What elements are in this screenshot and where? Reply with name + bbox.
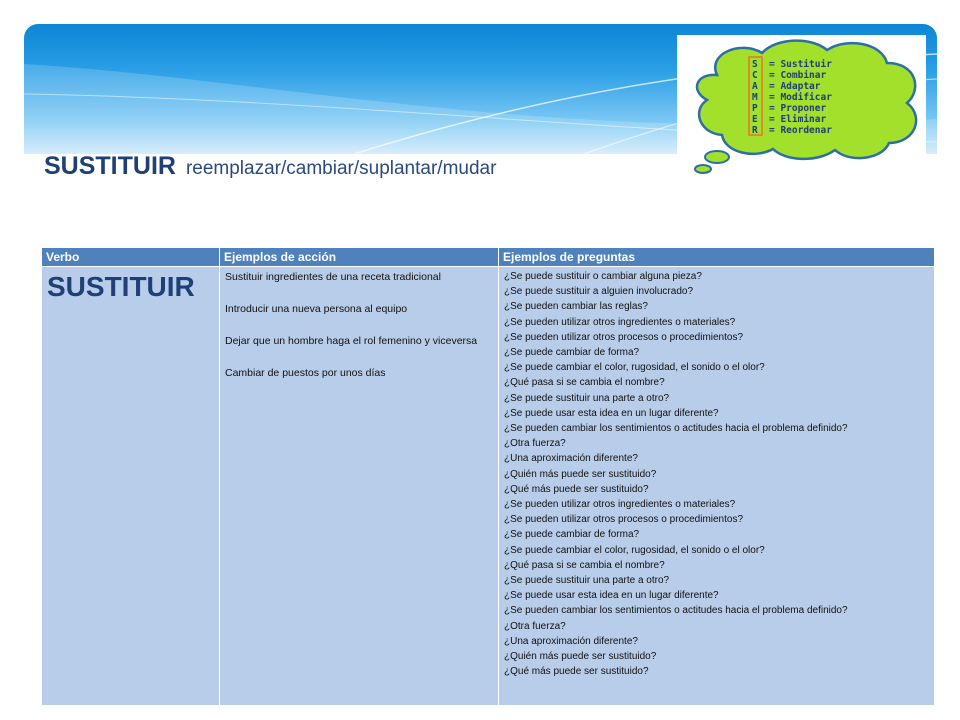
question-item: ¿Se pueden utilizar otros ingredientes o materiales? [504,316,736,328]
header-ejemplos-preguntas: Ejemplos de preguntas [499,248,935,267]
question-item: ¿Se puede usar esta idea en un lugar diferente? [504,590,719,602]
title-subtitle: reemplazar/cambiar/suplantar/mudar [185,158,497,179]
question-item: ¿Se pueden cambiar los sentimientos o actitudes hacia el problema definido? [504,605,848,617]
svg-text:= Eliminar: = Eliminar [769,114,827,125]
table-row [42,267,935,706]
action-item: Introducir una nueva persona al equipo [225,303,408,315]
question-item: ¿Se pueden cambiar las reglas? [504,301,648,313]
questions-cell [499,267,935,706]
question-item: ¿Se puede cambiar el color, rugosidad, el sonido o el olor? [504,544,765,556]
svg-text:= Proponer: = Proponer [769,103,827,114]
acronym-letter: A [752,81,758,92]
cloud-bubble-large [705,151,729,163]
logo-word: Combinar [780,70,827,81]
action-item: Dejar que un hombre haga el rol femenino y viceversa [225,335,478,347]
scamper-logo [677,35,926,175]
logo-word: Proponer [780,103,827,114]
svg-text:= Modificar: = Modificar [769,92,832,103]
header-ejemplos-accion: Ejemplos de acción [220,248,499,267]
verb-text: SUSTITUIR [47,271,195,302]
verb-cell [42,267,220,706]
page-title [44,152,496,181]
logo-word: Sustituir [780,59,832,70]
acronym-letter: M [752,92,758,103]
question-item: ¿Se puede sustituir a alguien involucrado? [504,286,694,298]
logo-word: Modificar [780,92,832,103]
acronym-letter: C [752,70,758,81]
question-item: ¿Se puede cambiar de forma? [504,529,640,541]
logo-word: Reordenar [780,125,832,136]
question-item: ¿Quién más puede ser sustituido? [504,468,657,480]
svg-text:= Reordenar: = Reordenar [769,125,832,136]
title-main: SUSTITUIR [44,152,176,180]
question-item: ¿Se puede usar esta idea en un lugar diferente? [504,407,719,419]
question-item: ¿Otra fuerza? [504,438,566,450]
cloud-bubble-small [695,165,711,173]
question-item: ¿Se puede sustituir una parte a otro? [504,575,670,587]
acronym-letter: E [752,114,758,125]
acronym-letter: R [752,125,758,136]
question-item: ¿Se pueden cambiar los sentimientos o actitudes hacia el problema definido? [504,423,848,435]
logo-word: Eliminar [780,114,827,125]
logo-word: Adaptar [780,81,821,92]
table-header-row [42,248,935,267]
svg-text:= Sustituir: = Sustituir [769,59,832,70]
question-item: ¿Qué pasa si se cambia el nombre? [504,559,665,571]
question-item: ¿Qué más puede ser sustituido? [504,666,649,678]
action-item: Sustituir ingredientes de una receta tradicional [225,271,441,283]
question-item: ¿Se puede sustituir una parte a otro? [504,392,670,404]
question-item: ¿Se puede sustituir o cambiar alguna pieza? [504,271,702,282]
question-item: ¿Se puede cambiar de forma? [504,347,640,359]
question-item: ¿Otra fuerza? [504,620,566,632]
scamper-table [41,247,935,706]
action-item: Cambiar de puestos por unos días [225,367,386,379]
question-item: ¿Se pueden utilizar otros procesos o procedimientos? [504,514,744,526]
question-item: ¿Se puede cambiar el color, rugosidad, el sonido o el olor? [504,362,765,374]
acronym-letter: P [752,103,758,114]
acronym-letter: S [752,59,758,70]
header-verbo: Verbo [42,248,220,267]
question-item: ¿Se pueden utilizar otros ingredientes o materiales? [504,499,736,511]
question-item: ¿Qué más puede ser sustituido? [504,483,649,495]
svg-text:= Combinar: = Combinar [769,70,827,81]
actions-cell [220,267,499,706]
question-item: ¿Quién más puede ser sustituido? [504,651,657,663]
question-item: ¿Qué pasa si se cambia el nombre? [504,377,665,389]
question-item: ¿Se pueden utilizar otros procesos o procedimientos? [504,331,744,343]
svg-text:= Adaptar: = Adaptar [769,81,821,92]
question-item: ¿Una aproximación diferente? [504,635,638,647]
question-item: ¿Una aproximación diferente? [504,453,638,465]
